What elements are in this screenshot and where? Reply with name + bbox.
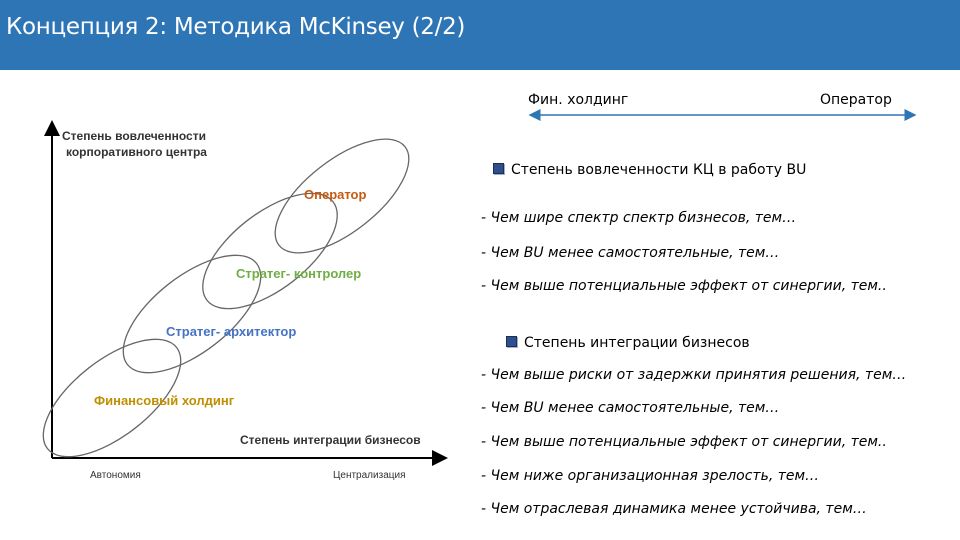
list-item: - Чем выше потенциальные эффект от синергии, тем.. [481,434,887,450]
list-item: - Чем отраслевая динамика менее устойчива, тем… [481,501,867,517]
ellipse-strategic-architect [104,234,280,395]
stage-financial-holding: Финансовый холдинг [94,393,235,408]
section-integration-title: Степень интеграции бизнесов [524,335,750,351]
y-axis-label-line1: Степень вовлеченности [62,129,206,143]
section-involvement-title: Степень вовлеченности КЦ в работу BU [511,162,807,178]
stage-strategic-architect: Стратег- архитектор [166,324,297,339]
list-item: - Чем выше риски от задержки принятия решения, тем… [481,367,907,383]
page-title: Концепция 2: Методика McKinsey (2/2) [6,14,466,40]
x-axis-right-label: Централизация [333,470,406,481]
section-involvement-heading [493,162,806,178]
stage-operator: Оператор [304,187,367,202]
list-item: - Чем BU менее самостоятельные, тем… [481,400,780,416]
list-item: - Чем ниже организационная зрелость, тем… [481,468,820,484]
y-axis-label-line2: корпоративного центра [66,145,207,159]
scale-label-financial-holding: Фин. холдинг [528,92,629,108]
y-axis-label [62,128,207,160]
x-axis-left-label: Автономия [90,470,141,481]
x-axis-label: Степень интеграции бизнесов [240,433,421,447]
list-item: - Чем выше потенциальные эффект от синергии, тем.. [481,278,887,294]
list-item: - Чем шире спектр спектр бизнесов, тем… [481,210,797,226]
checkbox-bullet-icon [493,163,504,174]
checkbox-bullet-icon [506,336,517,347]
section-integration-heading [506,335,750,351]
list-item: - Чем BU менее самостоятельные, тем… [481,245,780,261]
scale-label-operator: Оператор [820,92,892,108]
title-bar [0,0,960,70]
stage-strategic-controller: Стратег- контролер [236,266,362,281]
